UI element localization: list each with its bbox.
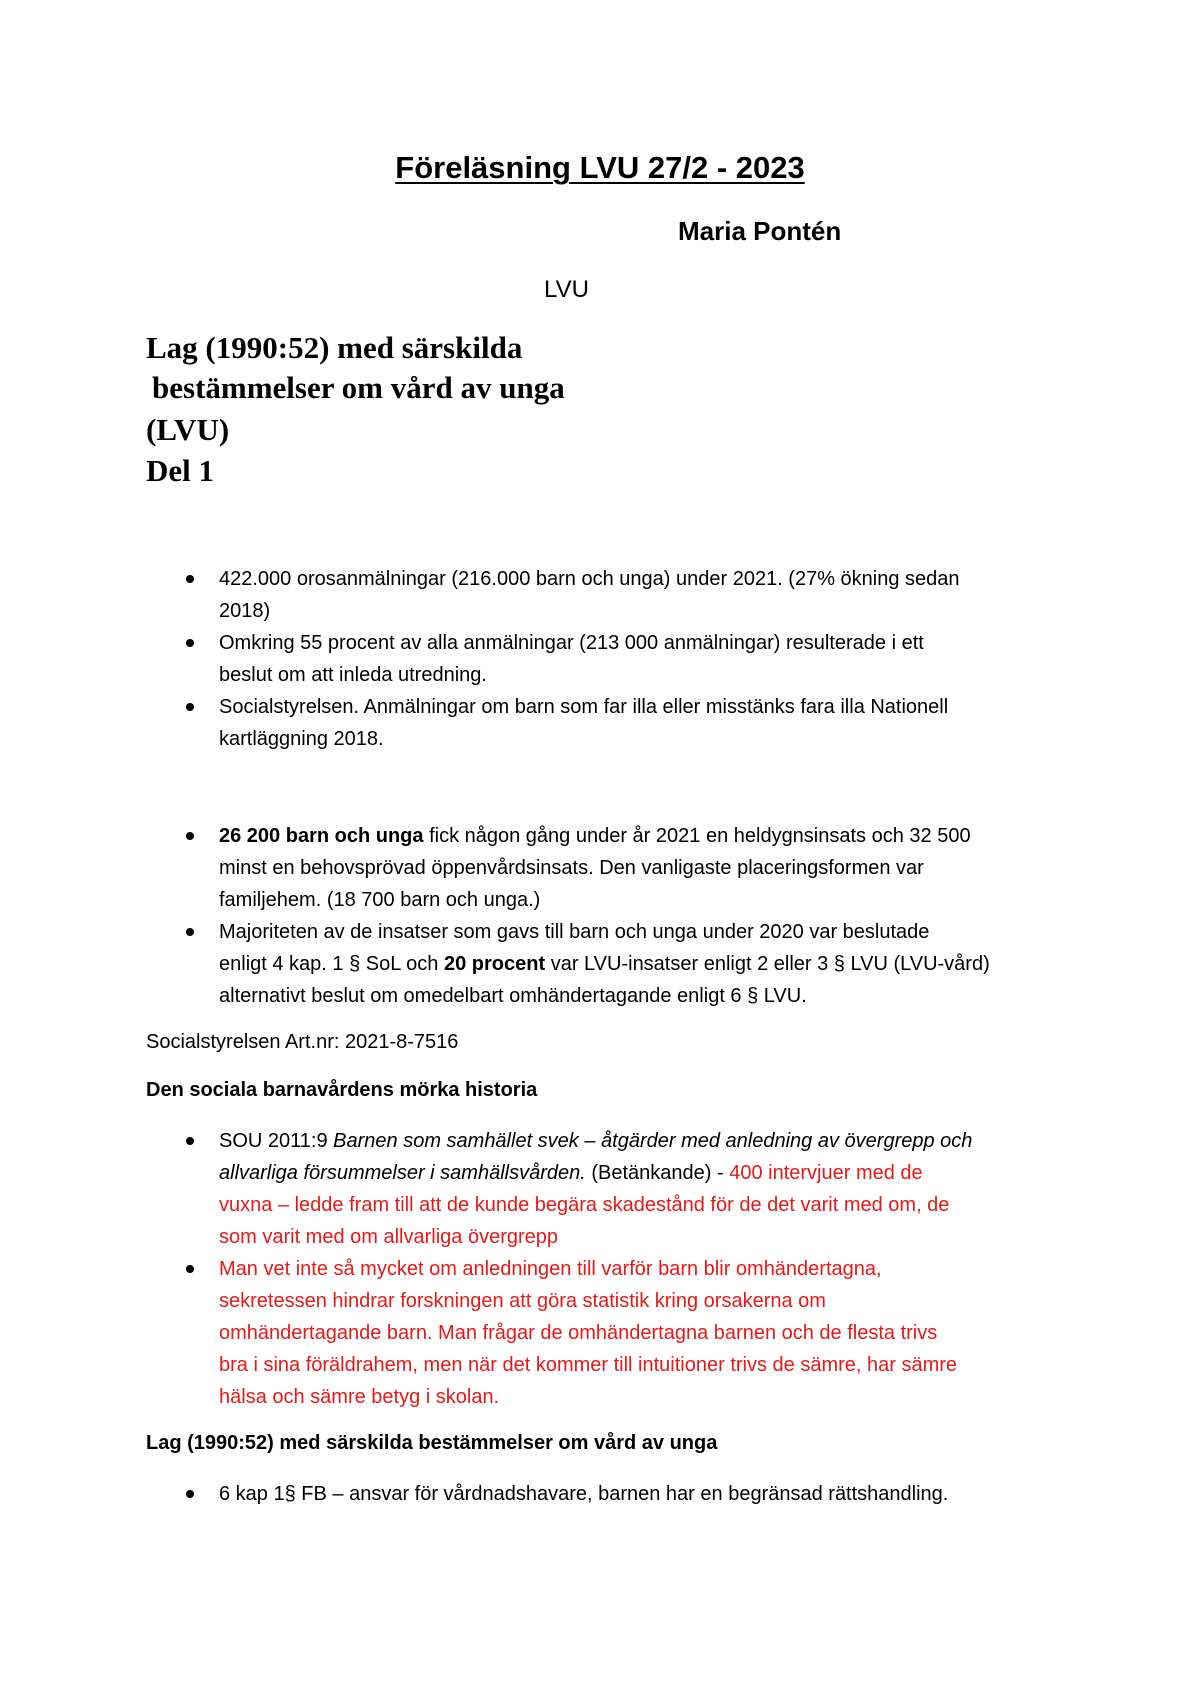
report-title: allvarliga försummelser i samhällsvården. — [219, 1162, 586, 1184]
statistics-list-2 — [0, 820, 1200, 1012]
author-name: Maria Pontén — [678, 216, 842, 246]
emphasis-text: 26 200 barn och unga — [219, 825, 424, 847]
list-item-line: som varit med om allvarliga övergrepp — [219, 1226, 559, 1248]
bullet-icon — [186, 1490, 194, 1498]
list-item-line: minst en behovsprövad öppenvårdsinsats. Den vanligaste placeringsformen var — [219, 857, 924, 879]
list-item-line: vuxna – ledde fram till att de kunde begära skadestånd för de det varit med om, de — [219, 1194, 950, 1216]
history-list — [0, 1125, 1200, 1413]
list-item-line — [219, 820, 1100, 852]
short-title: LVU — [544, 276, 589, 303]
list-item-line — [219, 1157, 1100, 1189]
list-item-line: 422.000 orosanmälningar (216.000 barn och unga) under 2021. (27% ökning sedan — [219, 568, 960, 590]
list-item-line: Socialstyrelsen. Anmälningar om barn som far illa eller misstänks fara illa Nationell — [219, 696, 949, 718]
source-reference: Socialstyrelsen Art.nr: 2021-8-7516 — [146, 1031, 459, 1053]
list-item-line: alternativt beslut om omedelbart omhändertagande enligt 6 § LVU. — [219, 985, 807, 1007]
bullet-icon — [186, 928, 194, 936]
bullet-icon — [186, 832, 194, 840]
list-item — [0, 1125, 1200, 1253]
list-item-line: 6 kap 1§ FB – ansvar för vårdnadshavare, barnen har en begränsad rättshandling. — [219, 1483, 949, 1505]
highlighted-text: 400 intervjuer med de — [729, 1162, 923, 1184]
list-item-line: hälsa och sämre betyg i skolan. — [219, 1386, 500, 1408]
emphasis-text: 20 procent — [443, 953, 546, 975]
list-item — [0, 820, 1200, 916]
report-title: Barnen som samhället svek – åtgärder med anledning av övergrepp och — [333, 1130, 973, 1152]
law-list — [0, 1478, 1200, 1510]
bullet-icon — [186, 703, 194, 711]
law-heading-line-4: Del 1 — [146, 453, 215, 488]
list-item-line: Majoriteten av de insatser som gavs till barn och unga under 2020 var beslutade — [219, 921, 930, 943]
list-item — [0, 691, 1200, 755]
bullet-icon — [186, 639, 194, 647]
statistics-list-1 — [0, 563, 1200, 755]
law-heading-line-2: bestämmelser om vård av unga — [152, 370, 565, 405]
list-item — [0, 1478, 1200, 1510]
law-section-heading: Lag (1990:52) med särskilda bestämmelser om vård av unga — [146, 1432, 718, 1454]
bullet-icon — [186, 1265, 194, 1273]
list-item-line — [219, 1125, 1100, 1157]
text-run: fick någon gång under år 2021 en heldygnsinsats och 32 500 — [423, 825, 971, 847]
list-item — [0, 627, 1200, 691]
list-item — [0, 563, 1200, 627]
list-item-line: omhändertagande barn. Man frågar de omhändertagna barnen och de flesta trivs — [219, 1322, 938, 1344]
text-run: enligt 4 kap. 1 § SoL och — [219, 953, 444, 975]
list-item-line: kartläggning 2018. — [219, 728, 384, 750]
bullet-icon — [186, 1137, 194, 1145]
list-item-line: familjehem. (18 700 barn och unga.) — [219, 889, 541, 911]
list-item-line: Omkring 55 procent av alla anmälningar (213 000 anmälningar) resulterade i ett — [219, 632, 924, 654]
list-item-line: beslut om att inleda utredning. — [219, 664, 487, 686]
list-item-line: sekretessen hindrar forskningen att göra statistik kring orsakerna om — [219, 1290, 826, 1312]
bullet-icon — [186, 575, 194, 583]
text-run: var LVU-insatser enligt 2 eller 3 § LVU (LVU-vård) — [545, 953, 990, 975]
list-item — [0, 1253, 1200, 1413]
law-heading-line-3: (LVU) — [146, 412, 230, 447]
list-item-line — [219, 948, 1100, 980]
text-run: SOU 2011:9 — [219, 1130, 334, 1152]
list-item-line: Man vet inte så mycket om anledningen till varför barn blir omhändertagna, — [219, 1258, 882, 1280]
list-item-line: 2018) — [219, 600, 271, 622]
page-title: Föreläsning LVU 27/2 - 2023 — [395, 150, 805, 185]
history-heading: Den sociala barnavårdens mörka historia — [146, 1079, 538, 1101]
list-item-line: bra i sina föräldrahem, men när det kommer till intuitioner trivs de sämre, har sämre — [219, 1354, 958, 1376]
text-run: (Betänkande) - — [585, 1162, 730, 1184]
law-heading-line-1: Lag (1990:52) med särskilda — [146, 330, 523, 365]
list-item — [0, 916, 1200, 1012]
